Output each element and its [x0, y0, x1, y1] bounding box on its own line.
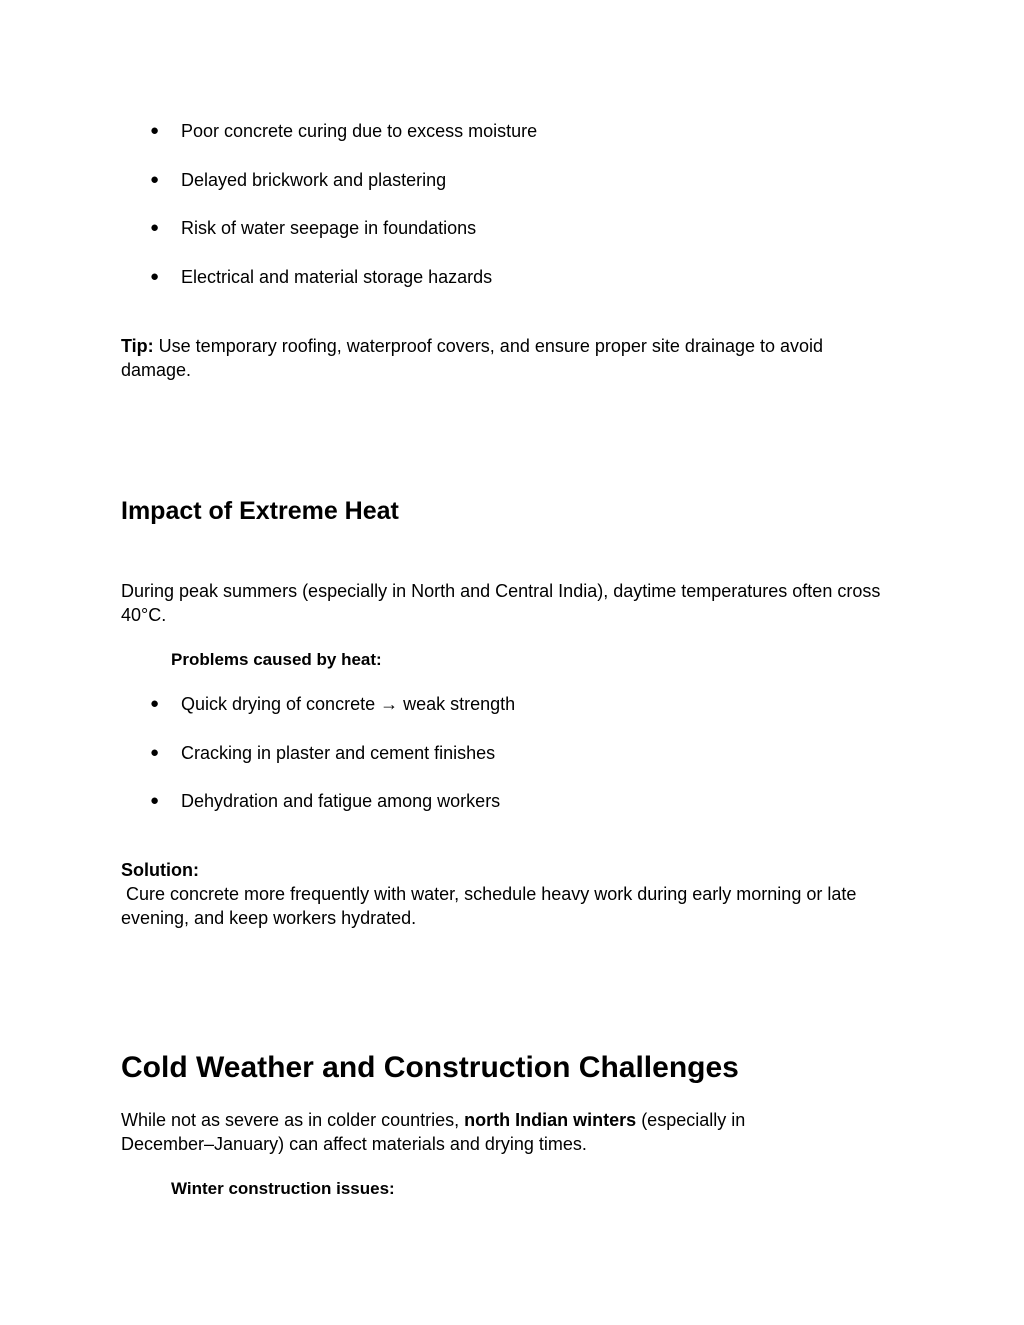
heat-intro-line1: During peak summers (especially in North and Central India), daytime temperatures often cross: [121, 581, 881, 601]
bullet-icon: ●: [150, 792, 160, 809]
section-heading-heat: Impact of Extreme Heat: [121, 497, 399, 525]
list-item-text: Dehydration and fatigue among workers: [181, 791, 501, 811]
list-item-text: Cracking in plaster and cement finishes: [181, 743, 496, 763]
heat-problems-label: Problems caused by heat:: [171, 650, 382, 669]
cold-intro-post: (especially in: [636, 1110, 746, 1130]
cold-intro-bold: north Indian winters: [464, 1110, 637, 1130]
cold-intro-line2: December–January) can affect materials and drying times.: [121, 1134, 587, 1154]
bullet-icon: ●: [150, 171, 160, 188]
winter-issues-label: Winter construction issues:: [171, 1179, 395, 1198]
cold-intro-pre: While not as severe as in colder countries,: [121, 1110, 465, 1130]
solution-label: Solution:: [121, 860, 199, 880]
section-heading-cold: Cold Weather and Construction Challenges: [121, 1051, 739, 1084]
list-item-text: Delayed brickwork and plastering: [181, 170, 447, 190]
tip-label: Tip:: [121, 336, 154, 356]
bullet-icon: ●: [150, 122, 160, 139]
tip-paragraph-line2: damage.: [121, 360, 192, 380]
solution-text-line2: evening, and keep workers hydrated.: [121, 908, 417, 928]
bullet-icon: ●: [150, 744, 160, 761]
cold-intro-line1: [121, 1108, 745, 1132]
list-item-text: Quick drying of concrete → weak strength: [181, 694, 516, 714]
list-item-text: Electrical and material storage hazards: [181, 267, 493, 287]
list-item-text: Risk of water seepage in foundations: [181, 218, 477, 238]
bullet-icon: ●: [150, 695, 160, 712]
bullet-icon: ●: [150, 219, 160, 236]
tip-paragraph-line1: [121, 334, 823, 358]
bullet-icon: ●: [150, 268, 160, 285]
heat-intro-line2: 40°C.: [121, 605, 167, 625]
tip-text: Use temporary roofing, waterproof covers, and ensure proper site drainage to avoid: [153, 336, 824, 356]
solution-text-line1: Cure concrete more frequently with water, schedule heavy work during early morning or late: [121, 884, 857, 904]
list-item-text: Poor concrete curing due to excess moisture: [181, 121, 538, 141]
